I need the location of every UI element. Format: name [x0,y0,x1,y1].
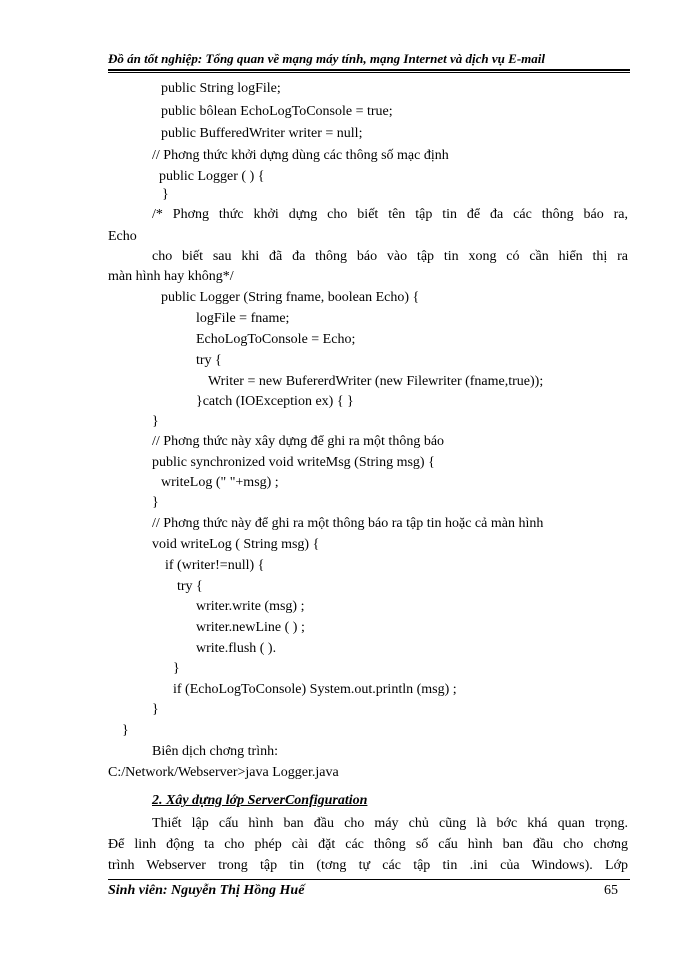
code-line: try { [177,579,203,594]
code-line: } [152,495,159,510]
code-comment: Echo [108,229,137,244]
code-line: public String logFile; [161,81,281,96]
code-line: logFile = fname; [196,311,290,326]
code-line: void writeLog ( String msg) { [152,537,320,552]
body-paragraph-line: trình Webserver trong tập tin (tơng tự các tập tin .ini của Windows). Lớp [108,858,628,873]
code-line: } [152,702,159,717]
code-comment: // Phơng thức này để ghi ra một thông báo ra tập tin hoặc cả màn hình [152,516,544,531]
code-comment: // Phơng thức này xây dựng để ghi ra một thông báo [152,434,445,449]
section-heading: 2. Xây dựng lớp ServerConfiguration [152,793,368,808]
footer-rule [108,879,630,880]
page-header-title: Đồ án tốt nghiệp: Tổng quan về mạng máy tính, mạng Internet và dịch vụ E-mail [108,51,545,66]
header-rule [108,69,630,73]
code-line: try { [196,353,222,368]
code-line: if (EchoLogToConsole) System.out.println (msg) ; [173,682,457,697]
code-line: write.flush ( ). [196,641,277,656]
code-line: if (writer!=null) { [165,558,265,573]
code-line: public synchronized void writeMsg (String msg) { [152,455,435,470]
code-comment: // Phơng thức khởi dựng dùng các thông số mạc định [152,148,449,163]
body-paragraph-line: Thiết lập cấu hình ban đầu cho máy chủ cũng là bớc khá quan trọng. [152,816,628,831]
code-line: }catch (IOException ex) { } [196,394,354,409]
code-line: writer.write (msg) ; [196,599,305,614]
code-line: public BufferedWriter writer = null; [161,126,363,141]
footer-student-name: Sinh viên: Nguyễn Thị Hồng Huế [108,883,305,898]
code-line: } [162,187,169,202]
compile-command: C:/Network/Webserver>java Logger.java [108,765,339,780]
code-comment: màn hình hay không*/ [108,269,234,284]
code-line: } [173,661,180,676]
code-comment: /* Phơng thức khởi dựng cho biết tên tập tin để đa các thông báo ra, [152,207,628,222]
page-number: 65 [604,883,618,898]
code-line: writer.newLine ( ) ; [196,620,305,635]
code-line: writeLog (" "+msg) ; [161,475,279,490]
code-line: } [152,414,159,429]
code-line: public Logger ( ) { [159,169,265,184]
code-line: public bôlean EchoLogToConsole = true; [161,104,393,119]
code-line: EchoLogToConsole = Echo; [196,332,356,347]
code-line: public Logger (String fname, boolean Echo) { [161,290,420,305]
body-paragraph-line: Để linh động ta cho phép cài đặt các thông số cấu hình ban đầu cho chơng [108,837,628,852]
code-line: Writer = new BufererdWriter (new Filewriter (fname,true)); [208,374,544,389]
code-comment: cho biết sau khi đã đa thông báo vào tập tin xong có cần hiển thị ra [152,249,628,264]
compile-label: Biên dịch chơng trình: [152,744,278,759]
code-line: } [122,723,129,738]
